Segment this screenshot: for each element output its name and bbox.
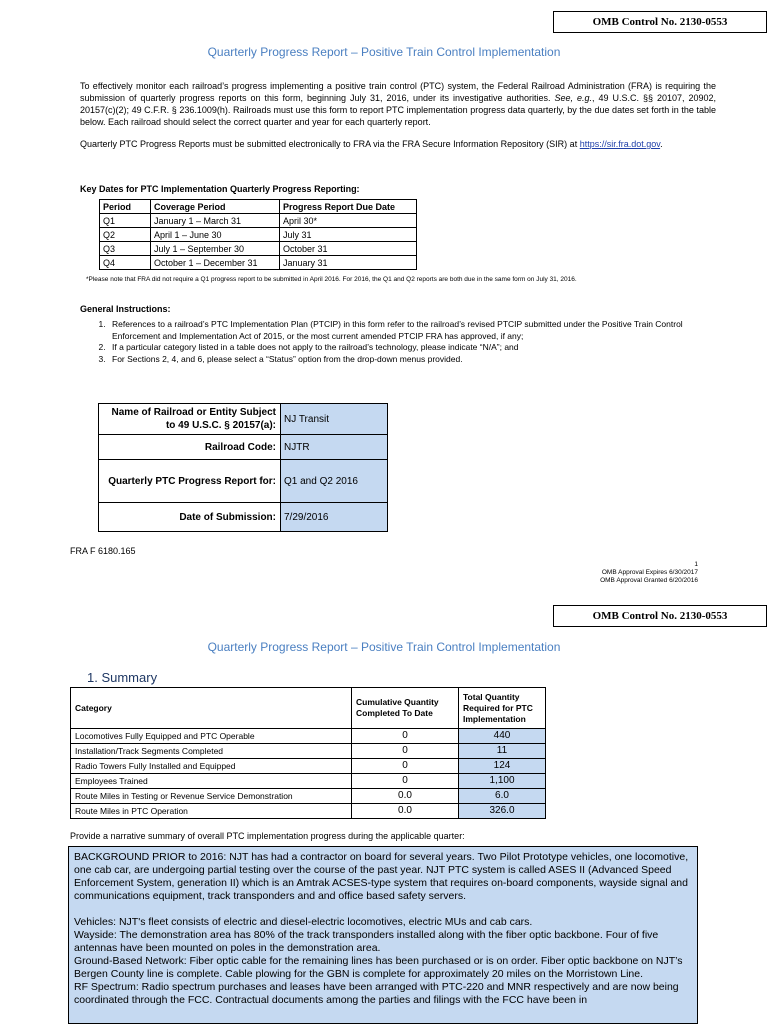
cumulative-cell[interactable]: 0 — [352, 744, 459, 759]
narrative-background: BACKGROUND PRIOR to 2016: NJT has had a contractor on board for several years. Two Pilot Prototype vehicles, one locomotive, one cab car, are undergoing partial testing over the course of the past year. NJT PTC system is called ASES II (Advanced Speed Enforcement System, generation II) which is an Amtrak ACSES-type system that requires on-board components, wayside signal and communications equipment, track transponders and and office based safety servers. — [74, 851, 689, 902]
omb-control-number: OMB Control No. 2130-0553 — [553, 11, 767, 33]
instruction-item: 3. For Sections 2, 4, and 6, please select a “Status” option from the drop-down menus provided. — [108, 354, 716, 366]
submission-date-row — [99, 503, 388, 532]
submission-end: . — [660, 139, 663, 149]
intro-text-a: To effectively monitor each railroad’s progress implementing a positive train control (PTC) system, the Federal Railroad Administration (FRA) is requiring the submission of quarterly progress reports on this form, beginning July 31, 2016, under its investigative authorities. — [80, 81, 716, 103]
railroad-code-row — [99, 435, 388, 460]
report-period-field[interactable]: Q1 and Q2 2016 — [281, 460, 388, 503]
header-total: Total Quantity Required for PTC Implementation — [459, 688, 546, 729]
intro-see: See, e.g. — [554, 93, 592, 103]
cumulative-cell[interactable]: 0 — [352, 729, 459, 744]
general-instructions-list — [80, 319, 716, 365]
railroad-name-row — [99, 404, 388, 435]
header-coverage: Coverage Period — [151, 200, 280, 214]
sir-link[interactable]: https://sir.fra.dot.gov — [579, 139, 661, 149]
table-row — [100, 228, 417, 242]
instruction-item: 2. If a particular category listed in a table does not apply to the railroad’s technology, please indicate “N/A”; and — [108, 342, 716, 354]
period-cell: Q1 — [100, 214, 151, 228]
omb-control-number-page2: OMB Control No. 2130-0553 — [553, 605, 767, 627]
total-cell[interactable]: 124 — [459, 759, 546, 774]
narrative-vehicles: Vehicles: NJT's fleet consists of electric and diesel-electric locomotives, electric MUs and cab cars. — [74, 916, 533, 928]
report-title: Quarterly Progress Report – Positive Train Control Implementation — [207, 45, 561, 59]
railroad-name-label: Name of Railroad or Entity Subject to 49 U.S.C. § 20157(a): — [99, 404, 281, 435]
key-dates-heading: Key Dates for PTC Implementation Quarterly Progress Reporting: — [80, 184, 360, 194]
table-row — [71, 759, 546, 774]
intro-text-b: , 49 U.S.C. §§ 20107, 20902, 20157(c)(2); 49 C.F.R. § 236.1009(h). Railroads must use this form to report PTC implementation progress data quarterly, by the due dates set forth in the table below. Each railroad should select the correct quarter and year for each quarterly report. — [80, 93, 716, 127]
submission-date-field[interactable]: 7/29/2016 — [281, 503, 388, 532]
section-summary-heading: 1. Summary — [87, 670, 158, 685]
coverage-cell: July 1 – September 30 — [151, 242, 280, 256]
table-header-row — [100, 200, 417, 214]
table-row — [71, 804, 546, 819]
submission-text: Quarterly PTC Progress Reports must be submitted electronically to FRA via the FRA Secure Information Repository (SIR) at — [80, 139, 578, 149]
period-cell: Q2 — [100, 228, 151, 242]
submission-date-label: Date of Submission: — [99, 503, 281, 532]
total-cell[interactable]: 11 — [459, 744, 546, 759]
category-cell: Installation/Track Segments Completed — [71, 744, 352, 759]
report-period-label: Quarterly PTC Progress Report for: — [99, 460, 281, 503]
submission-paragraph — [80, 138, 716, 150]
table-row — [100, 214, 417, 228]
railroad-code-field[interactable]: NJTR — [281, 435, 388, 460]
cumulative-cell[interactable]: 0.0 — [352, 789, 459, 804]
table-row — [71, 744, 546, 759]
due-date-cell: January 31 — [280, 256, 417, 270]
category-cell: Radio Towers Fully Installed and Equipped — [71, 759, 352, 774]
page-number: 1 — [694, 561, 698, 568]
table-row — [100, 242, 417, 256]
instruction-item: 1. References to a railroad’s PTC Implementation Plan (PTCIP) in this form refer to the railroad’s revised PTCIP submitted under the Positive Train Control Enforcement and Implementation Act of 2015, or the most current amended PTCIP FRA has approved, if any; — [108, 319, 716, 342]
table-row — [100, 256, 417, 270]
narrative-wayside: Wayside: The demonstration area has 80% of the track transponders installed along with the fiber optic backbone. Four of five antennas have been mounted on poles in the demonstration area. — [74, 929, 659, 954]
general-instructions-heading: General Instructions: — [80, 304, 171, 314]
cumulative-cell[interactable]: 0.0 — [352, 804, 459, 819]
total-cell[interactable]: 326.0 — [459, 804, 546, 819]
table-header-row — [71, 688, 546, 729]
summary-table — [70, 687, 546, 819]
category-cell: Route Miles in Testing or Revenue Service Demonstration — [71, 789, 352, 804]
header-cumulative: Cumulative Quantity Completed To Date — [352, 688, 459, 729]
key-dates-table — [99, 199, 417, 270]
coverage-cell: October 1 – December 31 — [151, 256, 280, 270]
narrative-text-area[interactable] — [68, 846, 698, 1024]
railroad-name-field[interactable]: NJ Transit — [281, 404, 388, 435]
period-cell: Q3 — [100, 242, 151, 256]
report-title-page2: Quarterly Progress Report – Positive Train Control Implementation — [207, 640, 561, 654]
railroad-info-table — [98, 403, 388, 532]
header-category: Category — [71, 688, 352, 729]
intro-paragraph — [80, 80, 716, 128]
category-cell: Employees Trained — [71, 774, 352, 789]
table-row — [71, 729, 546, 744]
coverage-cell: April 1 – June 30 — [151, 228, 280, 242]
total-cell[interactable]: 6.0 — [459, 789, 546, 804]
total-cell[interactable]: 440 — [459, 729, 546, 744]
header-due-date: Progress Report Due Date — [280, 200, 417, 214]
due-date-cell: October 31 — [280, 242, 417, 256]
cumulative-cell[interactable]: 0 — [352, 759, 459, 774]
report-period-row — [99, 460, 388, 503]
narrative-prompt: Provide a narrative summary of overall PTC implementation progress during the applicable quarter: — [70, 831, 465, 841]
due-date-cell: July 31 — [280, 228, 417, 242]
period-cell: Q4 — [100, 256, 151, 270]
narrative-spectrum: RF Spectrum: Radio spectrum purchases and leases have been arranged with PTC-220 and MNR respectively and are now being coordinated through the FCC. Contractual documents among the parties and filings with the FCC have been in — [74, 981, 679, 1006]
key-dates-note: *Please note that FRA did not require a Q1 progress report to be submitted in April 2016. For 2016, the Q1 and Q2 reports are both due in the same form on July 31, 2016. — [86, 276, 577, 283]
due-date-cell: April 30* — [280, 214, 417, 228]
cumulative-cell[interactable]: 0 — [352, 774, 459, 789]
header-period: Period — [100, 200, 151, 214]
railroad-code-label: Railroad Code: — [99, 435, 281, 460]
category-cell: Locomotives Fully Equipped and PTC Operable — [71, 729, 352, 744]
total-cell[interactable]: 1,100 — [459, 774, 546, 789]
table-row — [71, 774, 546, 789]
coverage-cell: January 1 – March 31 — [151, 214, 280, 228]
table-row — [71, 789, 546, 804]
omb-expires: OMB Approval Expires 6/30/2017 — [601, 569, 698, 576]
narrative-network: Ground-Based Network: Fiber optic cable for the remaining lines has been purchased or is on order. Fiber optic backbone on NJT’s Bergen County line is complete. Cable plowing for the GBN is complete for approximately 20 miles on the Morristown Line. — [74, 955, 683, 980]
omb-granted: OMB Approval Granted 6/20/2016 — [600, 577, 698, 584]
category-cell: Route Miles in PTC Operation — [71, 804, 352, 819]
form-number: FRA F 6180.165 — [70, 546, 136, 556]
